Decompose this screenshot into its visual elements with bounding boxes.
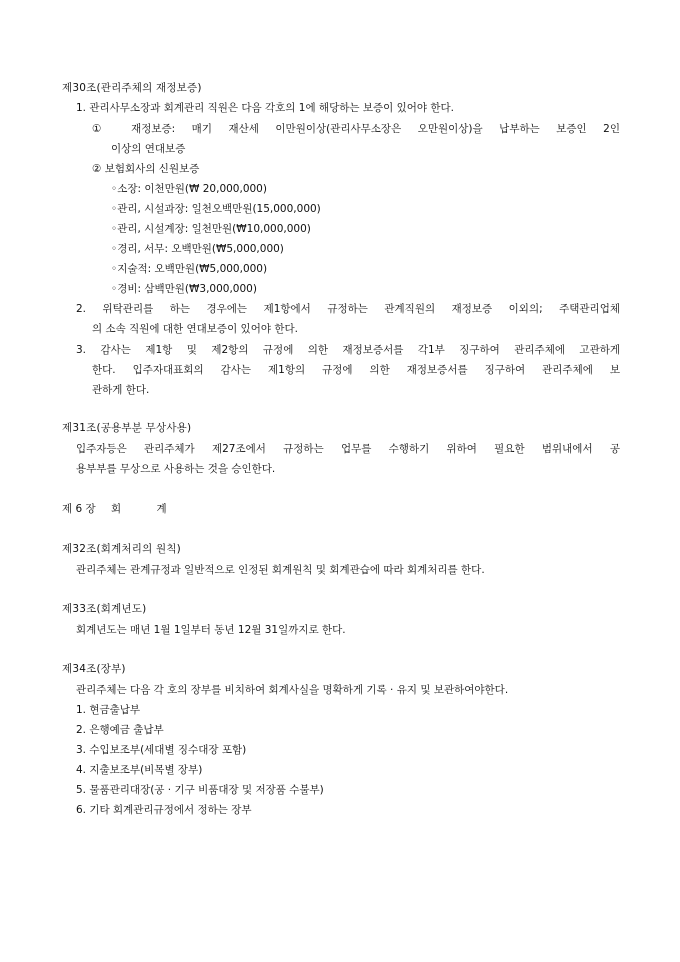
article-30-item-1: 1. 관리사무소장과 회계관리 직원은 다음 각호의 1에 해당하는 보증이 있어야 한다.: [76, 102, 454, 114]
guarantee-bullet-technical: ◦지술적: 오백만원(₩5,000,000): [111, 263, 268, 275]
ledger-item-bank: 2. 은행예금 출납부: [76, 724, 164, 736]
chapter-6-title: [62, 502, 167, 516]
article-30-item-3-cont: 한다. 입주자대표회의 감사는 제1항의 규정에 의한 재정보증서를 징구하여 관리주체에 보: [92, 364, 620, 376]
article-34-heading: 제34조(장부): [62, 663, 126, 675]
guarantee-bullet-chief: ◦관리, 시설계장: 일천만원(₩10,000,000): [111, 223, 311, 235]
ledger-item-expense: 4. 지출보조부(비목별 장부): [76, 764, 203, 776]
chapter-title-char-1: 회: [111, 503, 122, 515]
guarantee-bullet-accounting: ◦경리, 서무: 오백만원(₩5,000,000): [111, 243, 284, 255]
guarantee-bullet-manager: ◦관리, 시설과장: 일천오백만원(15,000,000): [111, 203, 321, 215]
guarantee-bullet-director: ◦소장: 이천만원(₩ 20,000,000): [111, 183, 267, 195]
chapter-title-char-2: 계: [156, 503, 167, 515]
article-31-body-cont: 용부부를 무상으로 사용하는 것을 승인한다.: [76, 463, 276, 475]
ledger-item-supplies: 5. 물품관리대장(공 · 기구 비품대장 및 저장품 수불부): [76, 784, 324, 796]
article-30-item-2-cont: 의 소속 직원에 대한 연대보증이 있어야 한다.: [92, 323, 298, 335]
article-34-body: 관리주체는 다음 각 호의 장부를 비치하여 회계사실을 명확하게 기록 · 유지 및 보관하여야한다.: [76, 684, 509, 696]
article-32-heading: 제32조(회계처리의 원칙): [62, 543, 181, 555]
ledger-item-cash: 1. 현금출납부: [76, 704, 141, 716]
article-30-sub-1: ① 재정보증: 매기 재산세 이만원이상(관리사무소장은 오만원이상)을 납부하는 보증인 2인: [92, 123, 620, 135]
article-31-body: 입주자등은 관리주체가 제27조에서 규정하는 업무를 수행하기 위하여 필요한 범위내에서 공: [76, 443, 620, 455]
article-30-item-3: 3. 감사는 제1항 및 제2항의 규정에 의한 재정보증서를 각1부 징구하여 관리주체에 고관하게: [76, 344, 620, 356]
ledger-item-other: 6. 기타 회계관리규정에서 정하는 장부: [76, 804, 252, 816]
guarantee-bullet-security: ◦경비: 삼백만원(₩3,000,000): [111, 283, 257, 295]
article-32-body: 관리주체는 관계규정과 일반적으로 인정된 회계원칙 및 회계관습에 따라 회계처리를 한다.: [76, 564, 485, 576]
article-33-heading: 제33조(회계년도): [62, 603, 147, 615]
article-30-item-2: 2. 위탁관리를 하는 경우에는 제1항에서 규정하는 관계직원의 재정보증 이외의; 주택관리업체: [76, 303, 620, 315]
article-33-body: 회계년도는 매년 1월 1일부터 동년 12월 31일까지로 한다.: [76, 624, 346, 636]
article-30-item-3-cont-2: 관하게 한다.: [92, 384, 150, 396]
article-30-heading: 제30조(관리주체의 재정보증): [62, 82, 202, 94]
ledger-item-income: 3. 수입보조부(세대별 징수대장 포함): [76, 744, 247, 756]
chapter-number: 제 6 장: [62, 503, 96, 515]
article-30-sub-1-cont: 이상의 연대보증: [111, 143, 186, 155]
article-31-heading: 제31조(공용부분 무상사용): [62, 422, 192, 434]
article-30-sub-2: ② 보험회사의 신원보증: [92, 163, 200, 175]
